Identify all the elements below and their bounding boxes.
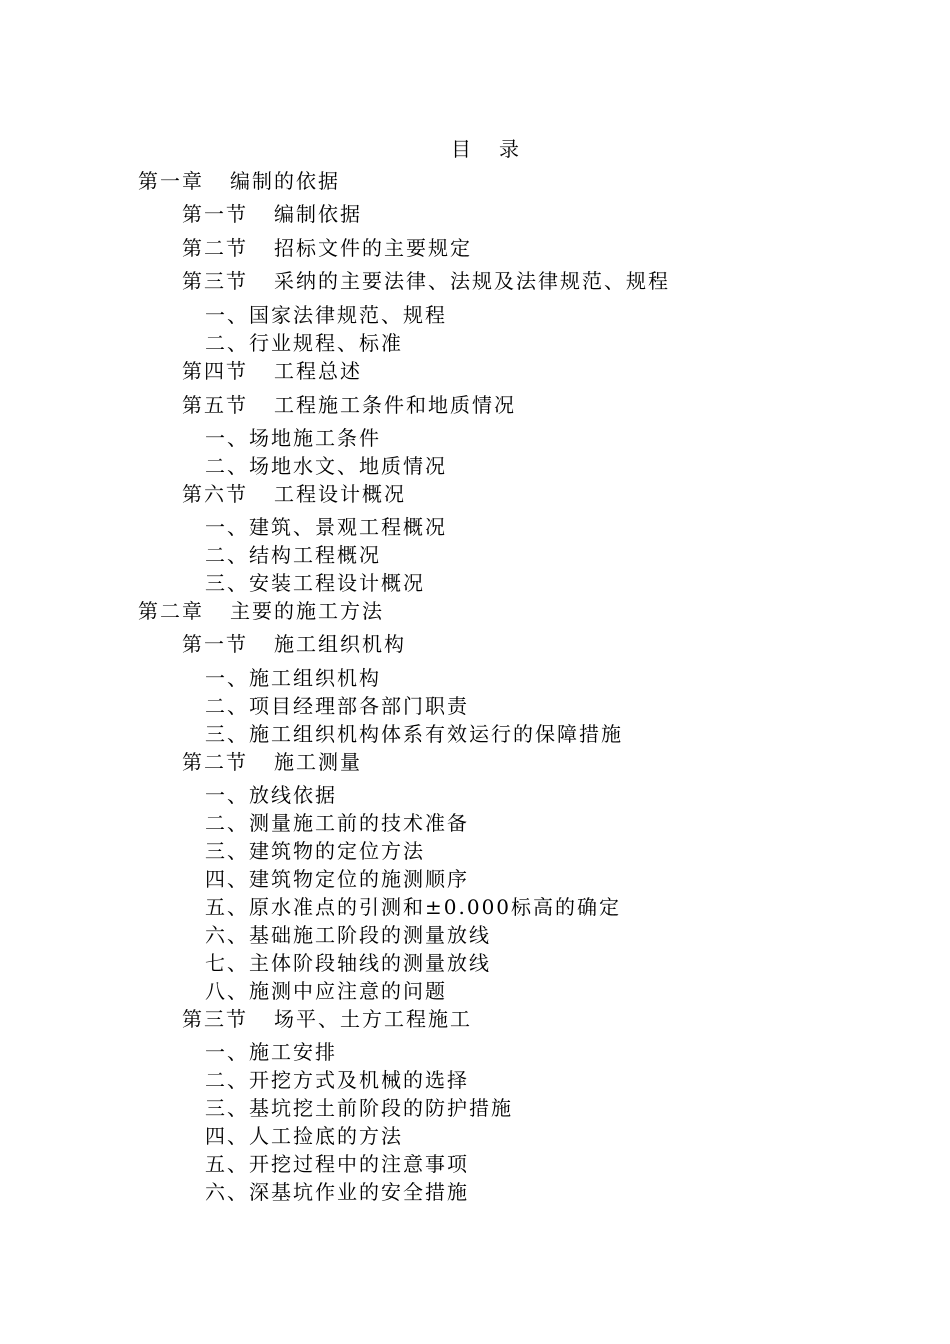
toc-item[interactable]: 一、施工组织机构: [205, 666, 381, 690]
toc-item[interactable]: 三、安装工程设计概况: [205, 571, 425, 595]
toc-section[interactable]: 第三节 场平、土方工程施工: [182, 1007, 472, 1031]
toc-item[interactable]: 七、主体阶段轴线的测量放线: [205, 951, 491, 975]
toc-title: 目 录: [451, 137, 523, 161]
toc-item[interactable]: 八、施测中应注意的问题: [205, 979, 447, 1003]
toc-chapter[interactable]: 第二章 主要的施工方法: [138, 599, 384, 623]
toc-section[interactable]: 第五节 工程施工条件和地质情况: [182, 393, 516, 417]
toc-item[interactable]: 一、国家法律规范、规程: [205, 303, 447, 327]
toc-section[interactable]: 第四节 工程总述: [182, 359, 362, 383]
toc-section[interactable]: 第二节 施工测量: [182, 750, 362, 774]
toc-item[interactable]: 六、基础施工阶段的测量放线: [205, 923, 491, 947]
toc-section[interactable]: 第三节 采纳的主要法律、法规及法律规范、规程: [182, 269, 670, 293]
toc-item[interactable]: 四、建筑物定位的施测顺序: [205, 867, 469, 891]
toc-item[interactable]: 三、施工组织机构体系有效运行的保障措施: [205, 722, 623, 746]
toc-item[interactable]: 一、场地施工条件: [205, 426, 381, 450]
toc-item[interactable]: 一、施工安排: [205, 1040, 337, 1064]
toc-item[interactable]: 二、测量施工前的技术准备: [205, 811, 469, 835]
toc-section[interactable]: 第一节 编制依据: [182, 202, 362, 226]
toc-item[interactable]: 二、开挖方式及机械的选择: [205, 1068, 469, 1092]
toc-item[interactable]: 三、建筑物的定位方法: [205, 839, 425, 863]
toc-item[interactable]: 四、人工捡底的方法: [205, 1124, 403, 1148]
toc-item[interactable]: 五、开挖过程中的注意事项: [205, 1152, 469, 1176]
toc-item[interactable]: 二、场地水文、地质情况: [205, 454, 447, 478]
toc-item[interactable]: 二、行业规程、标准: [205, 331, 403, 355]
toc-item[interactable]: 五、原水准点的引测和±0.000标高的确定: [205, 895, 622, 919]
toc-item[interactable]: 三、基坑挖土前阶段的防护措施: [205, 1096, 513, 1120]
toc-section[interactable]: 第一节 施工组织机构: [182, 632, 406, 656]
toc-chapter[interactable]: 第一章 编制的依据: [138, 169, 340, 193]
toc-item[interactable]: 二、项目经理部各部门职责: [205, 694, 469, 718]
toc-item[interactable]: 一、建筑、景观工程概况: [205, 515, 447, 539]
toc-item[interactable]: 二、结构工程概况: [205, 543, 381, 567]
toc-section[interactable]: 第二节 招标文件的主要规定: [182, 236, 472, 260]
toc-section[interactable]: 第六节 工程设计概况: [182, 482, 406, 506]
toc-item[interactable]: 一、放线依据: [205, 783, 337, 807]
toc-item[interactable]: 六、深基坑作业的安全措施: [205, 1180, 469, 1204]
